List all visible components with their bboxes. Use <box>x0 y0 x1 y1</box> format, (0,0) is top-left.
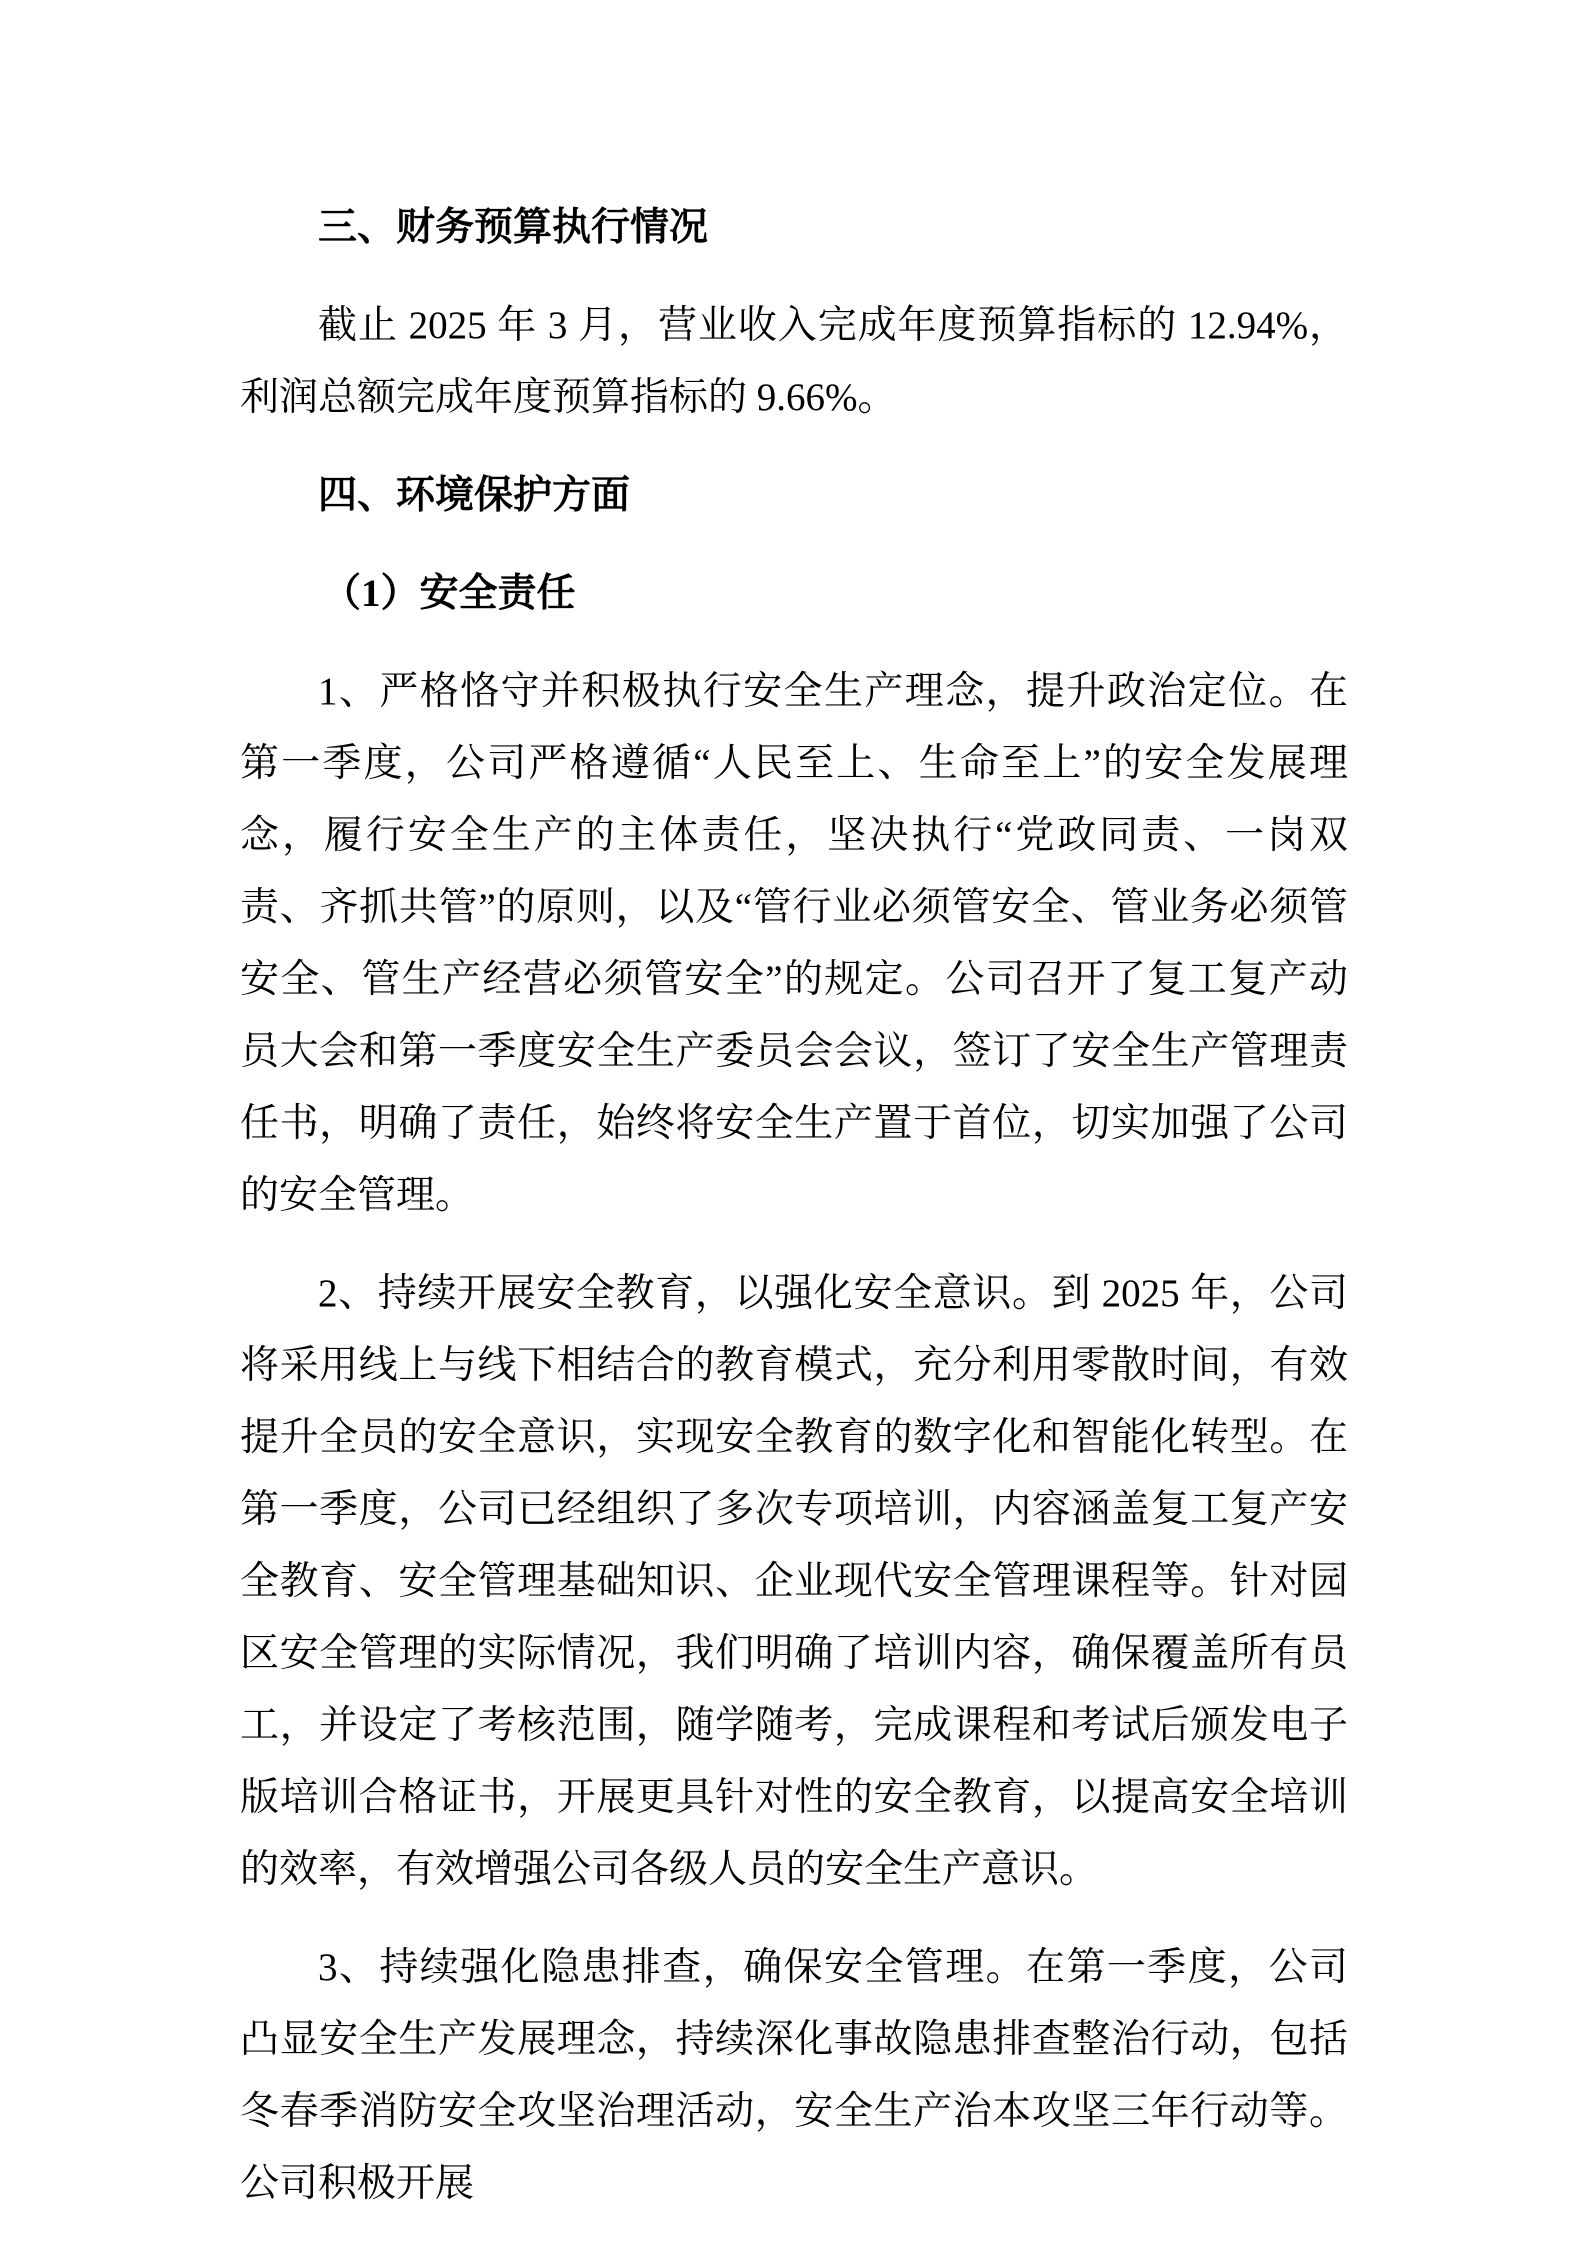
subheading-safety-responsibility: （1）安全责任 <box>322 572 576 615</box>
paragraph-safety-education: 2、持续开展安全教育，以强化安全意识。到 2025 年，公司将采用线上与线下相结合的教育模式，充分利用零散时间，有效提升全员的安全意识，实现安全教育的数字化和智能化转型。在第一季度，公司已经组织了多次专项培训，内容涵盖复工复产安全教育、安全管理基础知识、企业现代安全管理课程等。针对园区安全管理的实际情况，我们明确了培训内容，确保覆盖所有员工，并设定了考核范围，随学随考，完成课程和考试后颁发电子版培训合格证书，开展更具针对性的安全教育，以提高安全培训的效率，有效增强公司各级人员的安全生产意识。 <box>240 1272 1348 1891</box>
heading-finance-budget-execution: 三、财务预算执行情况 <box>318 206 709 249</box>
paragraph-safety-production-concept: 1、严格恪守并积极执行安全生产理念，提升政治定位。在第一季度，公司严格遵循“人民至上、生命至上”的安全发展理念，履行安全生产的主体责任，坚决执行“党政同责、一岗双责、齐抓共管”的原则，以及“管行业必须管安全、管业务必须管安全、管生产经营必须管安全”的规定。公司召开了复工复产动员大会和第一季度安全生产委员会会议，签订了安全生产管理责任书，明确了责任，始终将安全生产置于首位，切实加强了公司的安全管理。 <box>240 670 1348 1217</box>
paragraph-budget-execution-status: 截止 2025 年 3 月，营业收入完成年度预算指标的 12.94%，利润总额完成年度预算指标的 9.66%。 <box>240 304 1348 419</box>
heading-environmental-protection: 四、环境保护方面 <box>318 474 631 517</box>
paragraph-hazard-inspection: 3、持续强化隐患排查，确保安全管理。在第一季度，公司凸显安全生产发展理念，持续深化事故隐患排查整治行动，包括冬春季消防安全攻坚治理活动，安全生产治本攻坚三年行动等。公司积极开展 <box>240 1946 1348 2205</box>
